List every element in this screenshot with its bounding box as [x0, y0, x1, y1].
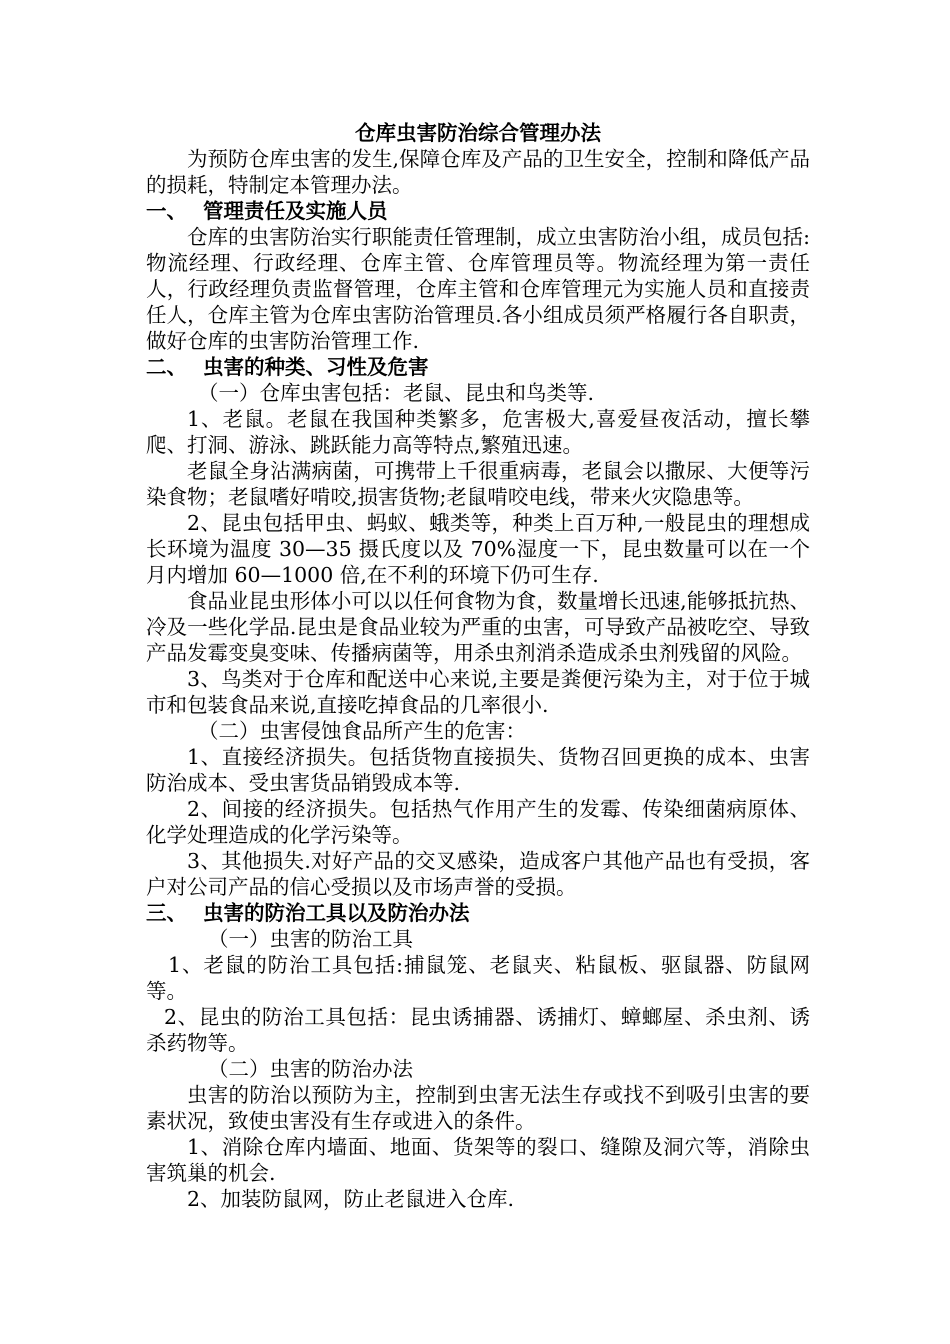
- document-title: 仓库虫害防治综合管理办法: [355, 121, 601, 145]
- paragraph: 3、其他损失.对好产品的交叉感染，造成客户其他产品也有受损，客户对公司产品的信心受损以及市场声誉的受损。: [146, 849, 810, 899]
- section-title-2: 虫害的种类、习性及危害: [203, 355, 429, 379]
- paragraph: 2、加装防鼠网，防止老鼠进入仓库.: [187, 1187, 515, 1211]
- paragraph: 老鼠全身沾满病菌，可携带上千很重病毒，老鼠会以撒尿、大便等污染食物；老鼠嗜好啃咬,损害货物;老鼠啃咬电线，带来火灾隐患等。: [146, 459, 810, 509]
- paragraph: 1、消除仓库内墙面、地面、货架等的裂口、缝隙及洞穴等，消除虫害筑巢的机会.: [146, 1135, 810, 1185]
- section-heading-2: [146, 354, 810, 380]
- paragraph: 1、老鼠的防治工具包括:捕鼠笼、老鼠夹、粘鼠板、驱鼠器、防鼠网等。: [146, 953, 810, 1003]
- paragraph: 食品业昆虫形体小可以以任何食物为食，数量增长迅速,能够抵抗热、冷及一些化学品.昆虫是食品业较为严重的虫害，可导致产品被吃空、导致产品发霉变臭变味、传播病菌等，用杀虫剂消杀造成杀虫剂残留的风险。: [146, 589, 810, 665]
- subsection-heading: （一）仓库虫害包括：老鼠、昆虫和鸟类等.: [198, 381, 595, 405]
- subsection-heading: （二）虫害侵蚀食品所产生的危害：: [198, 719, 526, 743]
- section-number-3: 三、: [146, 901, 187, 925]
- paragraph: 1、直接经济损失。包括货物直接损失、货物召回更换的成本、虫害防治成本、受虫害货品销毁成本等.: [146, 745, 810, 795]
- paragraph: 虫害的防治以预防为主，控制到虫害无法生存或找不到吸引虫害的要素状况，致使虫害没有生存或进入的条件。: [146, 1083, 810, 1133]
- intro-paragraph: 为预防仓库虫害的发生,保障仓库及产品的卫生安全，控制和降低产品的损耗，特制定本管理办法。: [146, 147, 810, 197]
- section-number-1: 一、: [146, 199, 187, 223]
- paragraph: 3、鸟类对于仓库和配送中心来说,主要是粪便污染为主，对于位于城市和包装食品来说,直接吃掉食品的几率很小.: [146, 667, 810, 717]
- paragraph: 2、昆虫包括甲虫、蚂蚁、蛾类等，种类上百万种,一般昆虫的理想成长环境为温度 30—35 摄氏度以及 70%湿度一下，昆虫数量可以在一个月内增加 60—1000 倍,在不利的环境下仍可生存.: [146, 511, 810, 587]
- section-heading-1: [146, 198, 810, 224]
- subsection-heading: （一）虫害的防治工具: [208, 927, 413, 951]
- paragraph: 仓库的虫害防治实行职能责任管理制，成立虫害防治小组，成员包括:物流经理、行政经理、仓库主管、仓库管理员等。物流经理为第一责任人，行政经理负责监督管理，仓库主管和仓库管理元为实施人员和直接责任人，仓库主管为仓库虫害防治管理员.各小组成员须严格履行各自职责，做好仓库的虫害防治管理工作.: [146, 225, 810, 353]
- section-heading-3: [146, 900, 810, 926]
- paragraph: 2、昆虫的防治工具包括：昆虫诱捕器、诱捕灯、蟑螂屋、杀虫剂、诱杀药物等。: [146, 1005, 810, 1055]
- document-body: [146, 120, 810, 1212]
- subsection-heading: （二）虫害的防治办法: [208, 1057, 413, 1081]
- paragraph: 2、间接的经济损失。包括热气作用产生的发霉、传染细菌病原体、化学处理造成的化学污染等。: [146, 797, 810, 847]
- section-number-2: 二、: [146, 355, 187, 379]
- section-title-1: 管理责任及实施人员: [203, 199, 388, 223]
- section-title-3: 虫害的防治工具以及防治办法: [203, 901, 470, 925]
- paragraph: 1、老鼠。老鼠在我国种类繁多，危害极大,喜爱昼夜活动，擅长攀爬、打洞、游泳、跳跃能力高等特点,繁殖迅速。: [146, 407, 810, 457]
